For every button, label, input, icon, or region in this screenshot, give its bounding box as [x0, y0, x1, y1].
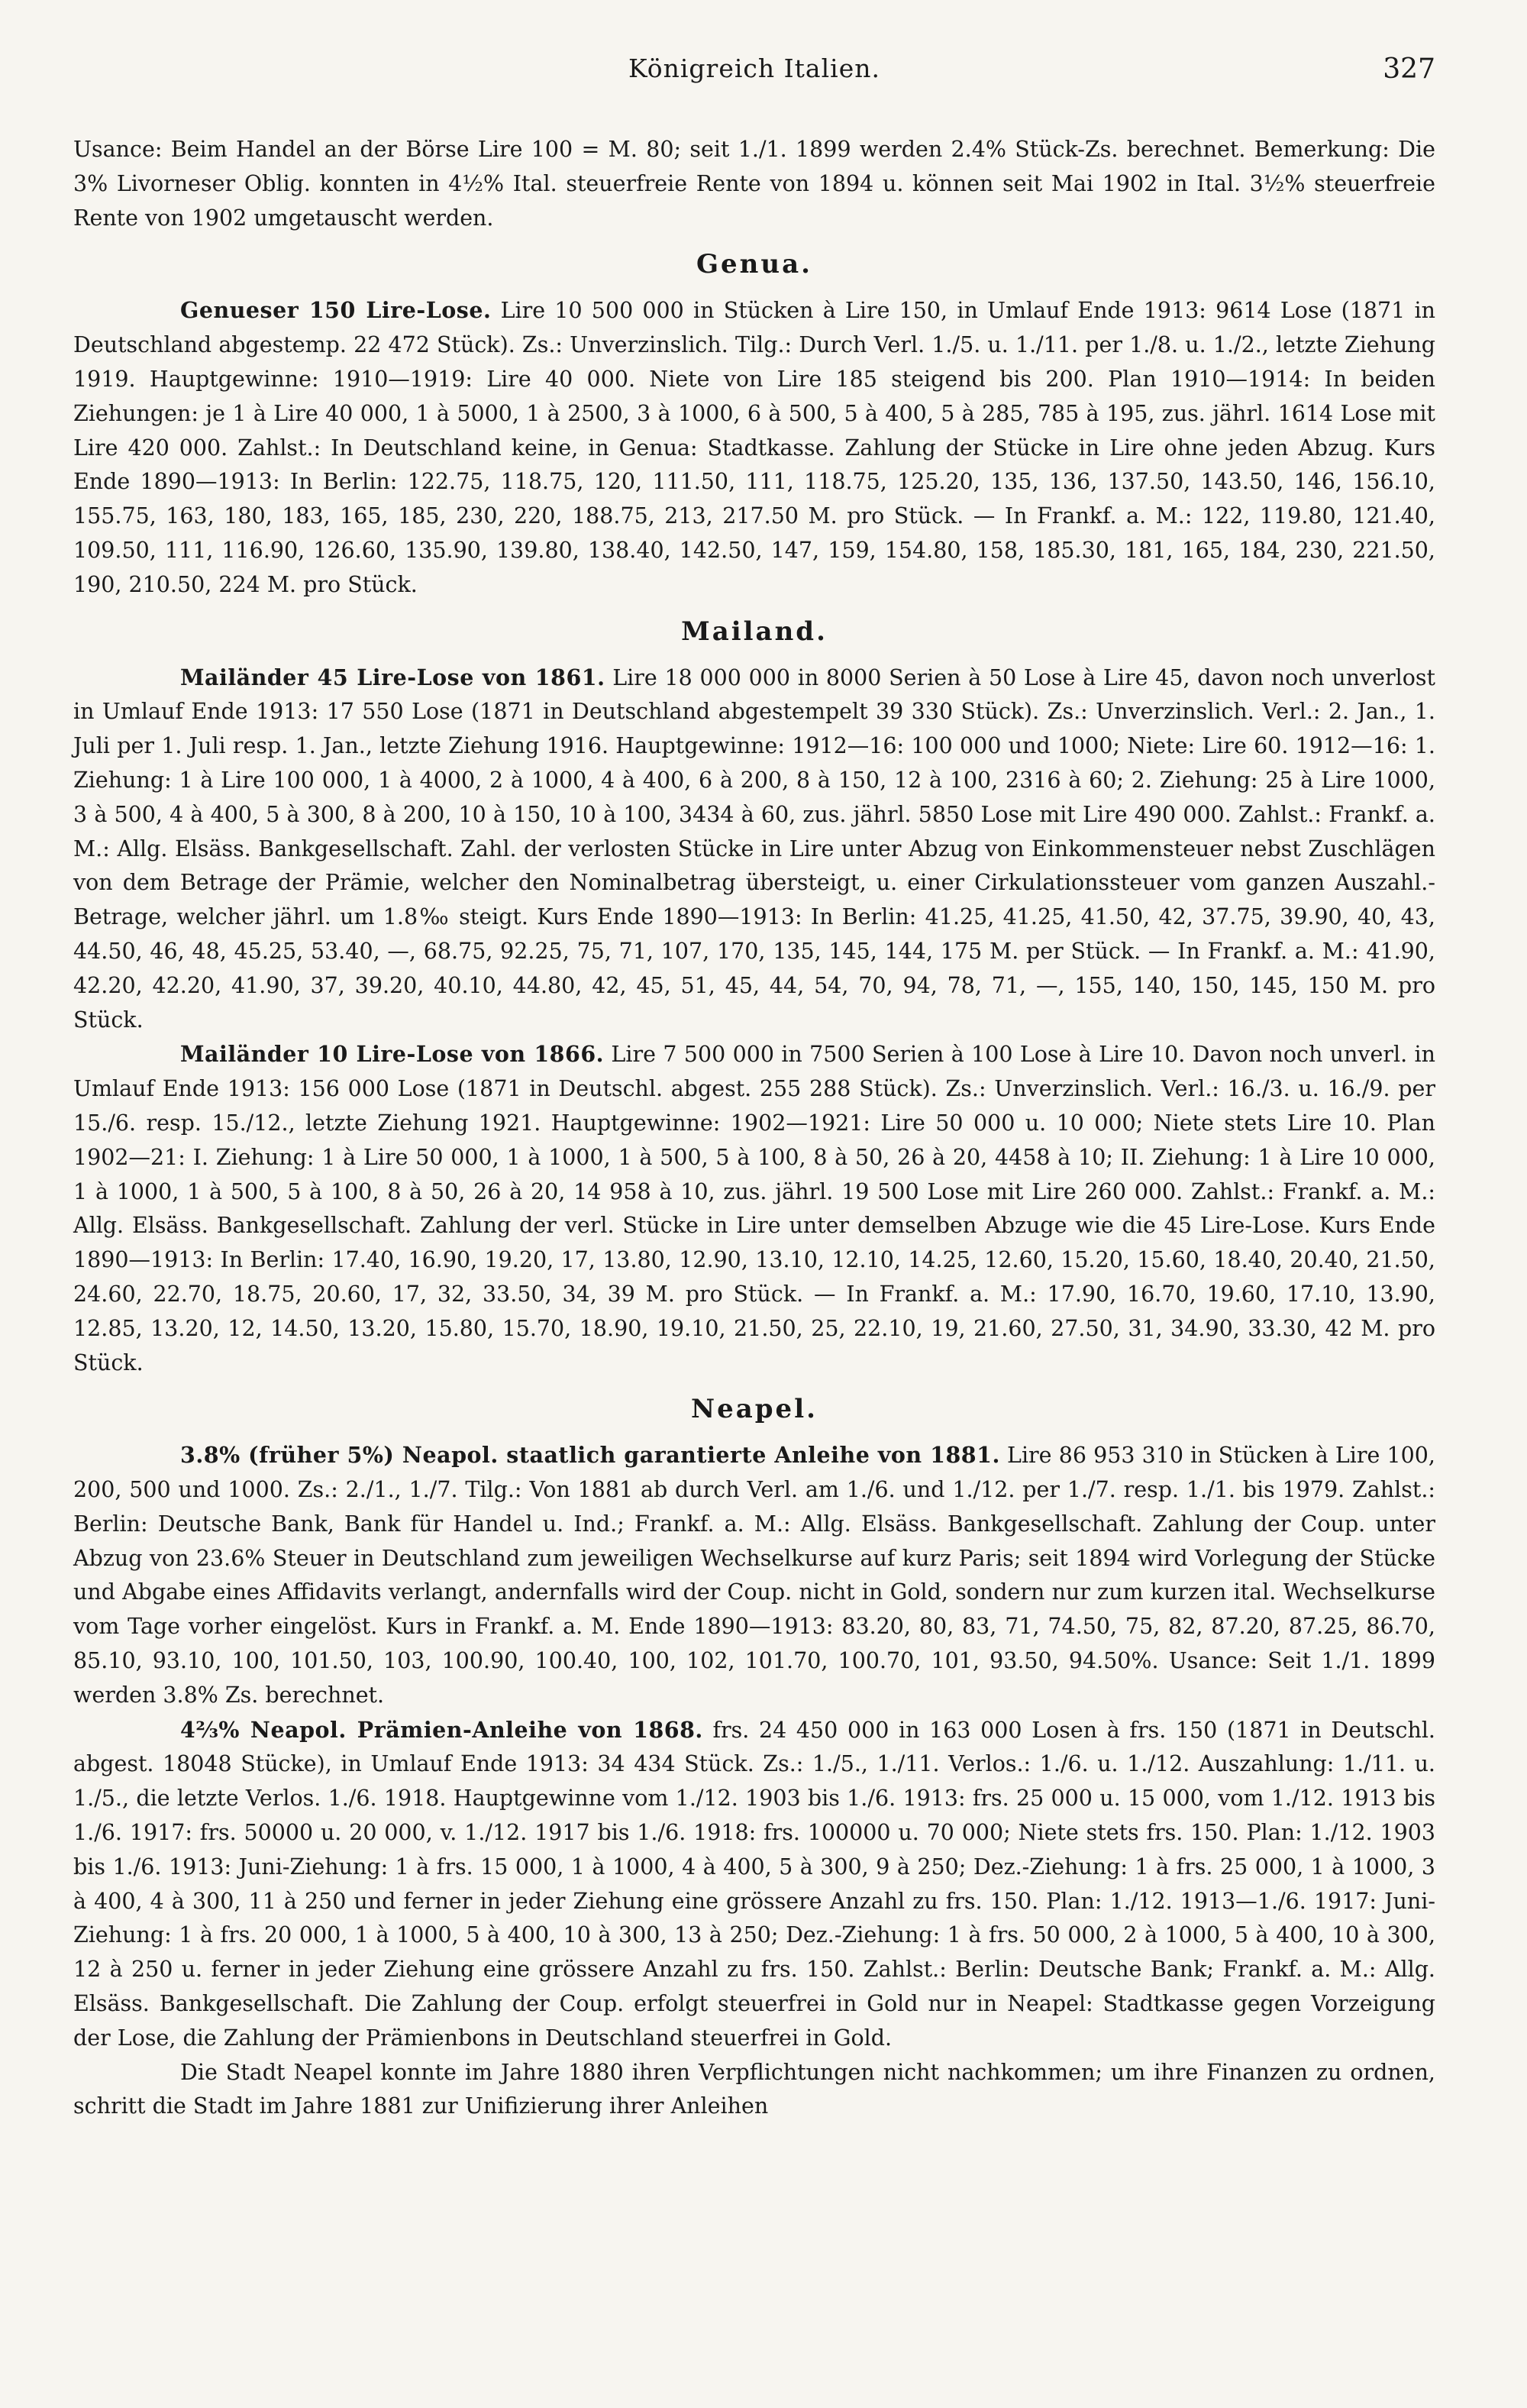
entry-text: Die Stadt Neapel konnte im Jahre 1880 ihren Verpflichtungen nicht nachkommen; um ihre Finanzen zu ordnen, schritt die Stadt im Jahre 1881 zur Unifizierung ihrer Anleihen: [73, 2059, 1435, 2119]
entry-title: Genueser 150 Lire-Lose.: [180, 297, 492, 324]
entry-title: 3.8% (früher 5%) Neapol. staatlich garantierte Anleihe von 1881.: [180, 1442, 1000, 1469]
entry-genueser-lose: [73, 293, 1435, 602]
running-header: [73, 53, 1435, 107]
entry-neapel-praemien-1868: [73, 1713, 1435, 2056]
intro-paragraph: Usance: Beim Handel an der Börse Lire 100 = M. 80; seit 1./1. 1899 werden 2.4% Stück-Zs. berechnet. Bemerkung: Die 3% Livorneser Oblig. konnten in 4½% Ital. steuerfreie Rente von 1894 u. können seit Mai 1902 in Ital. 3½% steuerfreie Rente von 1902 umgetauscht werden.: [73, 137, 1435, 231]
entry-text: frs. 24 450 000 in 163 000 Losen à frs. 150 (1871 in Deutschl. abgest. 18048 Stücke), in Umlauf Ende 1913: 34 434 Stück. Zs.: 1./5., 1./11. Verlos.: 1./6. u. 1./12. Auszahlung: 1./11. u. 1./5., die letzte Verlos. 1./6. 1918. Hauptgewinne vom 1./12. 1903 bis 1./6. 1913: frs. 25 000 u. 15 000, vom 1./12. 1913 bis 1./6. 1917: frs. 50000 u. 20 000, v. 1./12. 1917 bis 1./6. 1918: frs. 100000 u. 70 000; Niete stets frs. 150. Plan: 1./12. 1903 bis 1./6. 1913: Juni-Ziehung: 1 à frs. 15 000, 1 à 1000, 4 à 400, 5 à 300, 9 à 250; Dez.-Ziehung: 1 à frs. 25 000, 1 à 1000, 3 à 400, 4 à 300, 11 à 250 und ferner in jeder Ziehung eine grössere Anzahl zu frs. 150. Plan: 1./12. 1913—1./6. 1917: Juni-Ziehung: 1 à frs. 20 000, 1 à 1000, 5 à 400, 10 à 300, 13 à 250; Dez.-Ziehung: 1 à frs. 50 000, 2 à 1000, 5 à 400, 10 à 300, 12 à 250 u. ferner in jeder Ziehung eine grössere Anzahl zu frs. 150. Zahlst.: Berlin: Deutsche Bank; Frankf. a. M.: Allg. Elsäss. Bankgesellschaft. Die Zahlung der Coup. erfolgt steuerfrei in Gold nur in Neapel: Stadtkasse gegen Vorzeigung der Lose, die Zahlung der Prämienbons in Deutschland steuerfrei in Gold.: [73, 1717, 1435, 2051]
entry-title: 4⅔% Neapol. Prämien-Anleihe von 1868.: [180, 1716, 703, 1743]
section-heading-mailand: Mailand.: [681, 616, 828, 647]
entry-neapel-anleihe-1881: [73, 1438, 1435, 1712]
section-heading-neapel: Neapel.: [691, 1394, 818, 1425]
entry-text: Lire 7 500 000 in 7500 Serien à 100 Lose à Lire 10. Davon noch unverl. in Umlauf Ende 1913: 156 000 Lose (1871 in Deutschl. abgest. 255 288 Stück). Zs.: Unverzinslich. Verl.: 16./3. u. 16./9. per 15./6. resp. 15./12., letzte Ziehung 1921. Hauptgewinne: 1902—1921: Lire 50 000 u. 10 000; Niete stets Lire 10. Plan 1902—21: I. Ziehung: 1 à Lire 50 000, 1 à 1000, 1 à 500, 5 à 100, 8 à 50, 26 à 20, 4458 à 10; II. Ziehung: 1 à Lire 10 000, 1 à 1000, 1 à 500, 5 à 100, 8 à 50, 26 à 20, 14 958 à 10, zus. jährl. 19 500 Lose mit Lire 260 000. Zahlst.: Frankf. a. M.: Allg. Elsäss. Bankgesellschaft. Zahlung der verl. Stücke in Lire unter demselben Abzuge wie die 45 Lire-Lose. Kurs Ende 1890—1913: In Berlin: 17.40, 16.90, 19.20, 17, 13.80, 12.90, 13.10, 12.10, 14.25, 12.60, 15.20, 15.60, 18.40, 20.40, 21.50, 24.60, 22.70, 18.75, 20.60, 17, 32, 33.50, 34, 39 M. pro Stück. — In Frankf. a. M.: 17.90, 16.70, 19.60, 17.10, 13.90, 12.85, 13.20, 12, 14.50, 13.20, 15.80, 15.70, 18.90, 19.10, 21.50, 25, 22.10, 19, 21.60, 27.50, 31, 34.90, 33.30, 42 M. pro Stück.: [73, 1042, 1435, 1375]
entry-title: Mailänder 45 Lire-Lose von 1861.: [180, 664, 605, 690]
section-heading-genua: Genua.: [696, 249, 812, 280]
entry-title: Mailänder 10 Lire-Lose von 1866.: [180, 1041, 605, 1068]
entry-mailaender-45-lose: [73, 661, 1435, 1038]
entry-text: Lire 86 953 310 in Stücken à Lire 100, 200, 500 und 1000. Zs.: 2./1., 1./7. Tilg.: Von 1881 ab durch Verl. am 1./6. und 1./12. per 1./7. resp. 1./1. bis 1979. Zahlst.: Berlin: Deutsche Bank, Bank für Handel u. Ind.; Frankf. a. M.: Allg. Elsäss. Bankgesellschaft. Zahlung der Coup. unter Abzug von 23.6% Steuer in Deutschland zum jeweiligen Wechselkurse auf kurz Paris; seit 1894 wird Vorlegung der Stücke und Abgabe eines Affidavits verlangt, andernfalls wird der Coup. nicht in Gold, sondern nur zum kurzen ital. Wechselkurse vom Tage vorher eingelöst. Kurs in Frankf. a. M. Ende 1890—1913: 83.20, 80, 83, 71, 74.50, 75, 82, 87.20, 87.25, 86.70, 85.10, 93.10, 100, 101.50, 103, 100.90, 100.40, 100, 102, 101.70, 100.70, 101, 93.50, 94.50%. Usance: Seit 1./1. 1899 werden 3.8% Zs. berechnet.: [73, 1443, 1435, 1708]
entry-text: Lire 10 500 000 in Stücken à Lire 150, in Umlauf Ende 1913: 9614 Lose (1871 in Deutschland abgestemp. 22 472 Stück). Zs.: Unverzinslich. Tilg.: Durch Verl. 1./5. u. 1./11. per 1./8. u. 1./2., letzte Ziehung 1919. Hauptgewinne: 1910—1919: Lire 40 000. Niete von Lire 185 steigend bis 200. Plan 1910—1914: In beiden Ziehungen: je 1 à Lire 40 000, 1 à 5000, 1 à 2500, 3 à 1000, 6 à 500, 5 à 400, 5 à 285, 785 à 195, zus. jährl. 1614 Lose mit Lire 420 000. Zahlst.: In Deutschland keine, in Genua: Stadtkasse. Zahlung der Stücke in Lire ohne jeden Abzug. Kurs Ende 1890—1913: In Berlin: 122.75, 118.75, 120, 111.50, 111, 118.75, 125.20, 135, 136, 137.50, 143.50, 146, 156.10, 155.75, 163, 180, 183, 165, 185, 230, 220, 188.75, 213, 217.50 M. pro Stück. — In Frankf. a. M.: 122, 119.80, 121.40, 109.50, 111, 116.90, 126.60, 135.90, 139.80, 138.40, 142.50, 147, 159, 154.80, 158, 185.30, 181, 165, 184, 230, 221.50, 190, 210.50, 224 M. pro Stück.: [73, 298, 1435, 597]
entry-mailaender-10-lose: [73, 1037, 1435, 1380]
entry-neapel-note: [73, 2056, 1435, 2125]
running-title: Königreich Italien.: [628, 53, 880, 83]
entry-text: Lire 18 000 000 in 8000 Serien à 50 Lose à Lire 45, davon noch unverlost in Umlauf Ende 1913: 17 550 Lose (1871 in Deutschland abgestempelt 39 330 Stück). Zs.: Unverzinslich. Verl.: 2. Jan., 1. Juli per 1. Juli resp. 1. Jan., letzte Ziehung 1916. Hauptgewinne: 1912—16: 100 000 und 1000; Niete: Lire 60. 1912—16: 1. Ziehung: 1 à Lire 100 000, 1 à 4000, 2 à 1000, 4 à 400, 6 à 200, 8 à 150, 12 à 100, 2316 à 60; 2. Ziehung: 25 à Lire 1000, 3 à 500, 4 à 400, 5 à 300, 8 à 200, 10 à 150, 10 à 100, 3434 à 60, zus. jährl. 5850 Lose mit Lire 490 000. Zahlst.: Frankf. a. M.: Allg. Elsäss. Bankgesellschaft. Zahl. der verlosten Stücke in Lire unter Abzug von Einkommensteuer nebst Zuschlägen von dem Betrage der Prämie, welcher den Nominalbetrag übersteigt, u. einer Cirkulationssteuer vom ganzen Auszahl.-Betrage, welcher jährl. um 1.8‰ steigt. Kurs Ende 1890—1913: In Berlin: 41.25, 41.25, 41.50, 42, 37.75, 39.90, 40, 43, 44.50, 46, 48, 45.25, 53.40, —, 68.75, 92.25, 75, 71, 107, 170, 135, 145, 144, 175 M. per Stück. — In Frankf. a. M.: 41.90, 42.20, 42.20, 41.90, 37, 39.20, 40.10, 44.80, 42, 45, 51, 45, 44, 54, 70, 94, 78, 71, —, 155, 140, 150, 145, 150 M. pro Stück.: [73, 664, 1435, 1033]
page-number: 327: [1383, 53, 1435, 85]
